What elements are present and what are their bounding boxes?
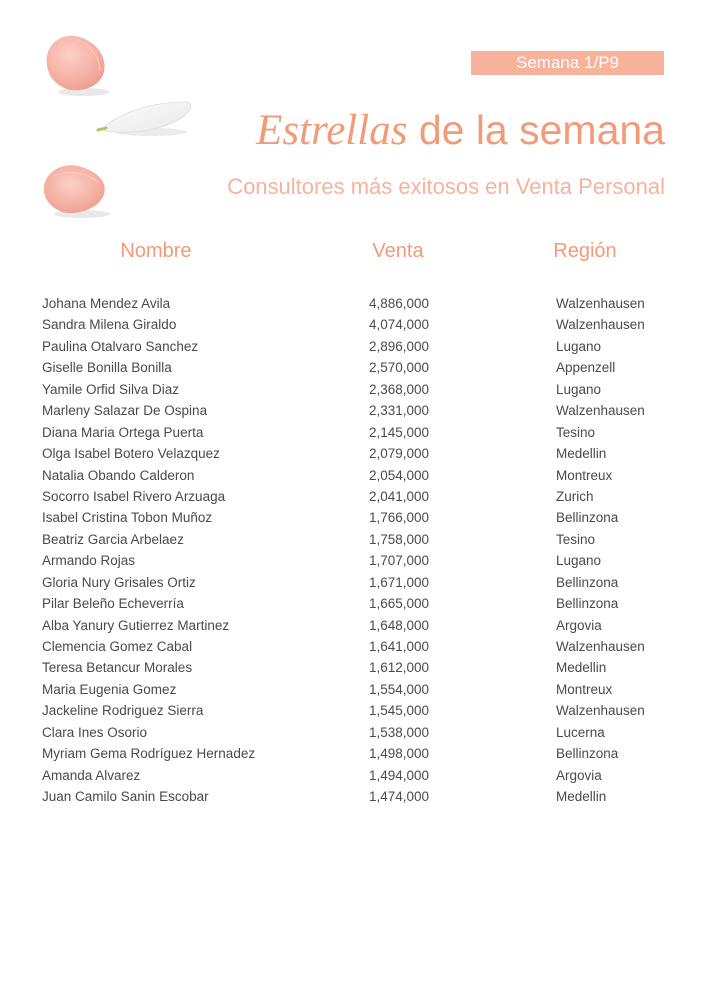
row-sale: 1,707,000	[369, 553, 430, 569]
table-row	[0, 486, 707, 507]
table-row	[0, 615, 707, 636]
row-region: Walzenhausen	[556, 703, 645, 719]
row-name: Myriam Gema Rodríguez Hernadez	[42, 746, 256, 762]
row-region: Lugano	[556, 381, 602, 397]
row-region: Bellinzona	[556, 510, 619, 526]
row-name: Armando Rojas	[42, 553, 136, 569]
table-row	[0, 400, 707, 421]
row-sale: 1,554,000	[369, 681, 430, 697]
table-row	[0, 657, 707, 678]
table-row	[0, 593, 707, 614]
table-row	[0, 786, 707, 807]
title-rest: de la semana	[407, 107, 665, 153]
row-sale: 1,612,000	[369, 660, 430, 676]
row-sale: 1,494,000	[369, 767, 430, 783]
row-name: Beatriz Garcia Arbelaez	[42, 531, 184, 547]
row-region: Argovia	[556, 617, 602, 633]
table-row	[0, 765, 707, 786]
row-name: Sandra Milena Giraldo	[42, 317, 177, 333]
row-region: Walzenhausen	[556, 296, 645, 311]
row-name: Giselle Bonilla Bonilla	[42, 360, 172, 376]
row-sale: 2,041,000	[369, 488, 430, 504]
table-row	[0, 679, 707, 700]
row-sale: 2,145,000	[369, 424, 430, 440]
table-row	[0, 636, 707, 657]
row-name: Natalia Obando Calderon	[42, 467, 195, 483]
row-name: Isabel Cristina Tobon Muñoz	[42, 510, 213, 526]
row-name: Pilar Beleño Echeverría	[42, 596, 184, 612]
table-row	[0, 507, 707, 528]
row-region: Lugano	[556, 338, 602, 354]
white-petal-decoration	[96, 96, 196, 140]
row-region: Medellin	[556, 446, 607, 462]
row-sale: 2,079,000	[369, 446, 430, 462]
table-row	[0, 465, 707, 486]
row-name: Amanda Alvarez	[42, 767, 141, 783]
row-name: Teresa Betancur Morales	[42, 660, 193, 676]
page-subtitle: Consultores más exitosos en Venta Personal	[227, 174, 665, 199]
row-name: Juan Camilo Sanin Escobar	[42, 789, 209, 805]
row-name: Gloria Nury Grisales Ortiz	[42, 574, 196, 590]
row-sale: 1,665,000	[369, 596, 430, 612]
row-sale: 2,570,000	[369, 360, 430, 376]
page-title	[256, 104, 665, 157]
row-region: Bellinzona	[556, 746, 619, 762]
row-name: Alba Yanury Gutierrez Martinez	[42, 617, 230, 633]
row-region: Montreux	[556, 681, 613, 697]
table-row	[0, 336, 707, 357]
row-region: Montreux	[556, 467, 613, 483]
row-region: Walzenhausen	[556, 639, 645, 654]
row-sale: 1,641,000	[369, 639, 430, 654]
table-row	[0, 722, 707, 743]
table-row	[0, 443, 707, 464]
column-header-sale: Venta	[372, 240, 424, 262]
column-header-name: Nombre	[120, 240, 192, 262]
row-sale: 1,545,000	[369, 703, 430, 719]
row-region: Medellin	[556, 789, 607, 805]
table-row	[0, 700, 707, 721]
row-region: Zurich	[556, 488, 594, 504]
row-name: Maria Eugenia Gomez	[42, 681, 177, 697]
table-row	[0, 529, 707, 550]
row-sale: 4,074,000	[369, 317, 430, 333]
row-sale: 1,671,000	[369, 574, 430, 590]
row-sale: 1,648,000	[369, 617, 430, 633]
table-row	[0, 357, 707, 378]
row-name: Clara Ines Osorio	[42, 724, 148, 740]
row-region: Tesino	[556, 424, 596, 440]
row-name: Jackeline Rodriguez Sierra	[42, 703, 204, 719]
row-name: Clemencia Gomez Cabal	[42, 639, 193, 654]
row-sale: 2,331,000	[369, 403, 430, 419]
row-region: Walzenhausen	[556, 403, 645, 419]
table-row	[0, 743, 707, 764]
title-emphasis: Estrellas	[256, 107, 408, 154]
row-sale: 1,758,000	[369, 531, 430, 547]
table-row	[0, 314, 707, 335]
row-region: Bellinzona	[556, 596, 619, 612]
row-name: Olga Isabel Botero Velazquez	[42, 446, 220, 462]
row-name: Yamile Orfid Silva Diaz	[42, 381, 180, 397]
row-name: Johana Mendez Avila	[42, 296, 171, 311]
row-region: Lucerna	[556, 724, 605, 740]
pink-petal-decoration	[38, 158, 114, 222]
table-row	[0, 379, 707, 400]
week-badge: Semana 1/P9	[471, 51, 664, 75]
column-header-region: Región	[553, 240, 617, 262]
row-name: Marleny Salazar De Ospina	[42, 403, 208, 419]
row-sale: 2,054,000	[369, 467, 430, 483]
table-row	[0, 550, 707, 571]
table-row	[0, 572, 707, 593]
row-name: Diana Maria Ortega Puerta	[42, 424, 204, 440]
row-region: Bellinzona	[556, 574, 619, 590]
row-region: Walzenhausen	[556, 317, 645, 333]
row-region: Tesino	[556, 531, 596, 547]
row-sale: 1,766,000	[369, 510, 430, 526]
row-sale: 1,498,000	[369, 746, 430, 762]
row-sale: 1,474,000	[369, 789, 430, 805]
table-row	[0, 293, 707, 314]
row-region: Lugano	[556, 553, 602, 569]
row-region: Argovia	[556, 767, 602, 783]
sales-table	[0, 293, 707, 808]
row-sale: 4,886,000	[369, 296, 430, 311]
row-sale: 2,896,000	[369, 338, 430, 354]
row-sale: 1,538,000	[369, 724, 430, 740]
row-sale: 2,368,000	[369, 381, 430, 397]
row-name: Paulina Otalvaro Sanchez	[42, 338, 199, 354]
row-name: Socorro Isabel Rivero Arzuaga	[42, 488, 226, 504]
row-region: Medellin	[556, 660, 607, 676]
row-region: Appenzell	[556, 360, 616, 376]
table-row	[0, 422, 707, 443]
pink-petal-decoration	[38, 30, 114, 100]
